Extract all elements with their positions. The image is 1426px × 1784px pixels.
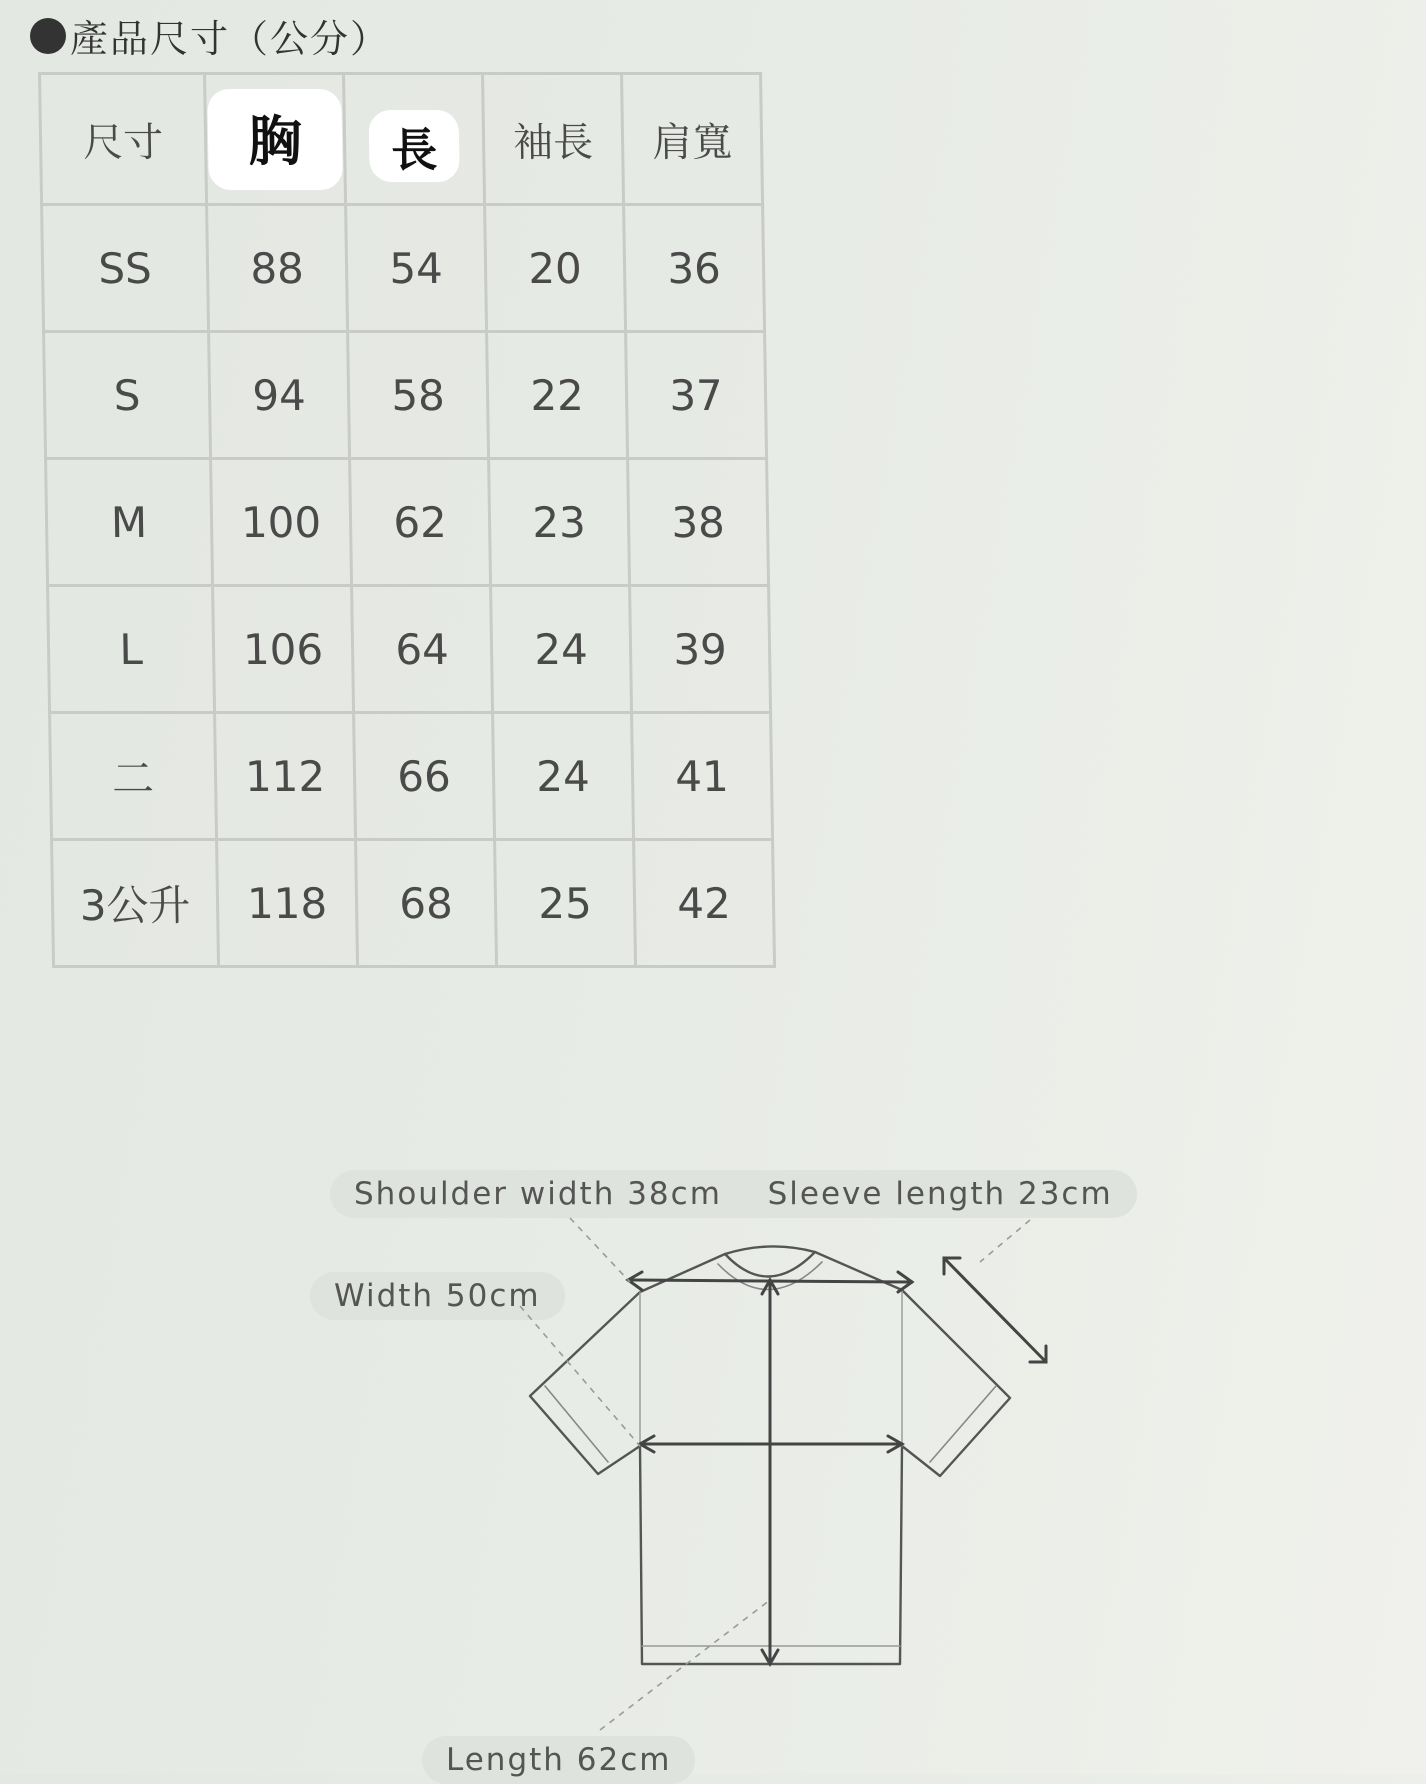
cell-size: 二 bbox=[50, 713, 217, 840]
header-chest-cell bbox=[205, 74, 346, 205]
tshirt-collar bbox=[725, 1252, 815, 1277]
table-row bbox=[50, 713, 773, 840]
cell-chest: 100 bbox=[211, 459, 352, 586]
cell-length: 54 bbox=[346, 205, 487, 332]
table-row bbox=[48, 586, 771, 713]
cell-shoulder: 38 bbox=[628, 459, 769, 586]
section-title bbox=[30, 8, 390, 63]
cell-chest: 118 bbox=[217, 840, 358, 967]
cell-shoulder: 36 bbox=[624, 205, 765, 332]
cell-sleeve: 22 bbox=[487, 332, 628, 459]
cell-length: 62 bbox=[350, 459, 491, 586]
cell-length: 64 bbox=[352, 586, 493, 713]
cell-sleeve: 25 bbox=[495, 840, 636, 967]
table-row bbox=[42, 205, 765, 332]
cell-chest: 94 bbox=[209, 332, 350, 459]
length-label: Length 62cm bbox=[446, 1742, 672, 1778]
section-title-text: 產品尺寸（公分） bbox=[70, 17, 391, 61]
header-length: 長 bbox=[369, 110, 460, 182]
cell-shoulder: 37 bbox=[626, 332, 767, 459]
header-size: 尺寸 bbox=[40, 74, 207, 205]
header-length-cell bbox=[344, 74, 485, 205]
width-label-pill bbox=[310, 1272, 565, 1320]
cell-chest: 88 bbox=[207, 205, 348, 332]
cell-size: SS bbox=[42, 205, 209, 332]
cell-chest: 112 bbox=[215, 713, 356, 840]
cell-shoulder: 42 bbox=[634, 840, 775, 967]
cell-sleeve: 24 bbox=[491, 586, 632, 713]
cell-size: M bbox=[46, 459, 213, 586]
tshirt-collar-inner bbox=[718, 1262, 822, 1290]
left-sleeve-hem bbox=[545, 1386, 608, 1462]
size-table bbox=[38, 72, 776, 968]
table-row bbox=[44, 332, 767, 459]
width-label: Width 50cm bbox=[334, 1278, 541, 1314]
header-shoulder: 肩寬 bbox=[622, 74, 763, 205]
cell-size: S bbox=[44, 332, 211, 459]
right-sleeve-hem bbox=[930, 1386, 996, 1462]
cell-sleeve: 23 bbox=[489, 459, 630, 586]
cell-length: 68 bbox=[356, 840, 497, 967]
cell-sleeve: 24 bbox=[493, 713, 634, 840]
cell-chest: 106 bbox=[213, 586, 354, 713]
measurement-labels-top bbox=[330, 1170, 1137, 1218]
table-row bbox=[52, 840, 775, 967]
cell-shoulder: 39 bbox=[630, 586, 771, 713]
cell-length: 58 bbox=[348, 332, 489, 459]
cell-sleeve: 20 bbox=[485, 205, 626, 332]
header-chest: 胸 bbox=[207, 89, 343, 190]
header-sleeve: 袖長 bbox=[483, 74, 624, 205]
shoulder-width-label: Shoulder width 38cm bbox=[354, 1176, 722, 1212]
cell-shoulder: 41 bbox=[632, 713, 773, 840]
cell-size: 3公升 bbox=[52, 840, 219, 967]
cell-length: 66 bbox=[354, 713, 495, 840]
bullet-icon bbox=[30, 18, 66, 54]
table-header-row bbox=[40, 74, 763, 205]
cell-size: L bbox=[48, 586, 215, 713]
tshirt-body-outline bbox=[530, 1246, 1010, 1664]
sleeve-length-label: Sleeve length 23cm bbox=[767, 1176, 1113, 1212]
sleeve-length-arrow bbox=[944, 1258, 1046, 1362]
table-row bbox=[46, 459, 769, 586]
shoulder-width-arrow bbox=[628, 1280, 912, 1282]
length-label-pill bbox=[422, 1736, 695, 1784]
